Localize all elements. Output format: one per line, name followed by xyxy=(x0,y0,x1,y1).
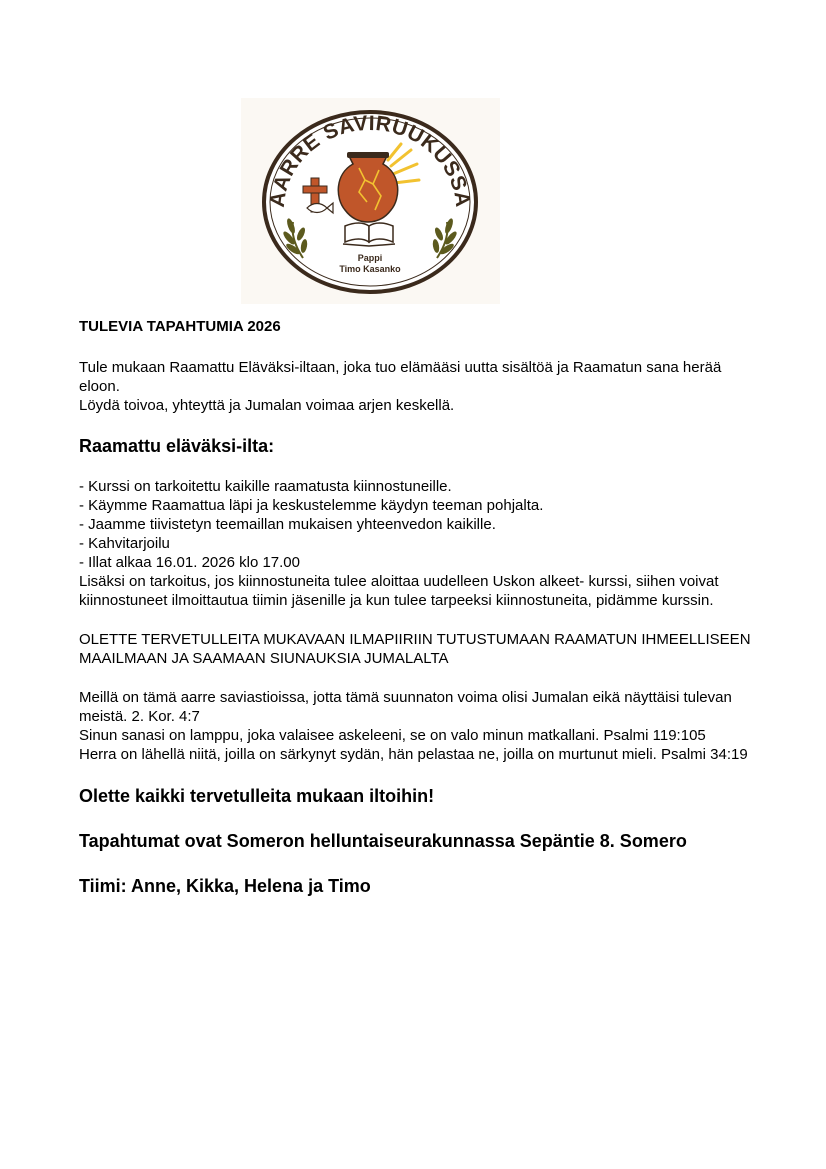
quote: Sinun sanasi on lamppu, joka valaisee askeleeni, se on valo minun matkallani. Psalmi 119:105 xyxy=(79,727,706,744)
list-item: - Kurssi on tarkoitettu kaikille raamatusta kiinnostuneille. xyxy=(79,478,452,495)
document-body xyxy=(79,318,759,897)
list-item: - Kahvitarjoilu xyxy=(79,535,170,552)
quote: Herra on lähellä niitä, joilla on särkynyt sydän, hän pelastaa ne, joilla on murtunut mieli. Psalmi 34:19 xyxy=(79,746,748,763)
logo-arc-text: AARRE SAVIRUUKUSSA xyxy=(265,111,475,209)
welcome-heading: Olette kaikki tervetulleita mukaan iltoihin! xyxy=(79,786,435,806)
document-title: TULEVIA TAPAHTUMIA 2026 xyxy=(79,318,281,335)
welcome-caps: OLETTE TERVETULLEITA MUKAVAAN ILMAPIIRIIN TUTUSTUMAAN RAAMATUN IHMEELLISEEN MAAILMAAN JA SAAMAAN SIUNAUKSIA JUMALALTA xyxy=(79,631,751,667)
intro-line-2: Löydä toivoa, yhteyttä ja Jumalan voimaa arjen keskellä. xyxy=(79,397,455,414)
bible-quotes xyxy=(79,688,759,764)
intro-block xyxy=(79,358,759,415)
list-item: - Käymme Raamattua läpi ja keskustelemme käydyn teeman pohjalta. xyxy=(79,497,544,514)
logo xyxy=(241,98,500,304)
team-heading: Tiimi: Anne, Kikka, Helena ja Timo xyxy=(79,876,371,896)
logo-emblem xyxy=(241,98,500,304)
quote: Meillä on tämä aarre saviastioissa, jotta tämä suunnaton voima olisi Jumalan eikä näyttäisi tulevan meistä. 2. Kor. 4:7 xyxy=(79,689,732,725)
location-heading: Tapahtumat ovat Someron helluntaiseurakunnassa Sepäntie 8. Somero xyxy=(79,831,687,851)
section-heading: Raamattu eläväksi-ilta: xyxy=(79,436,275,456)
list-item: - Illat alkaa 16.01. 2026 klo 17.00 xyxy=(79,554,300,571)
additional-info: Lisäksi on tarkoitus, jos kiinnostuneita tulee aloittaa uudelleen Uskon alkeet- kurssi, siihen voivat kiinnostuneet ilmoittautua tiimin jäsenille ja kun tulee tarpeeksi kiinnostuneita, pidämme kurssin. xyxy=(79,573,719,609)
details-list xyxy=(79,477,759,572)
logo-caption-line1: Pappi xyxy=(357,253,383,263)
list-item: - Jaamme tiivistetyn teemaillan mukaisen yhteenvedon kaikille. xyxy=(79,516,496,533)
intro-line-1: Tule mukaan Raamattu Eläväksi-iltaan, joka tuo elämääsi uutta sisältöä ja Raamatun sana herää eloon. xyxy=(79,359,722,395)
logo-caption-line2: Timo Kasanko xyxy=(339,264,401,274)
